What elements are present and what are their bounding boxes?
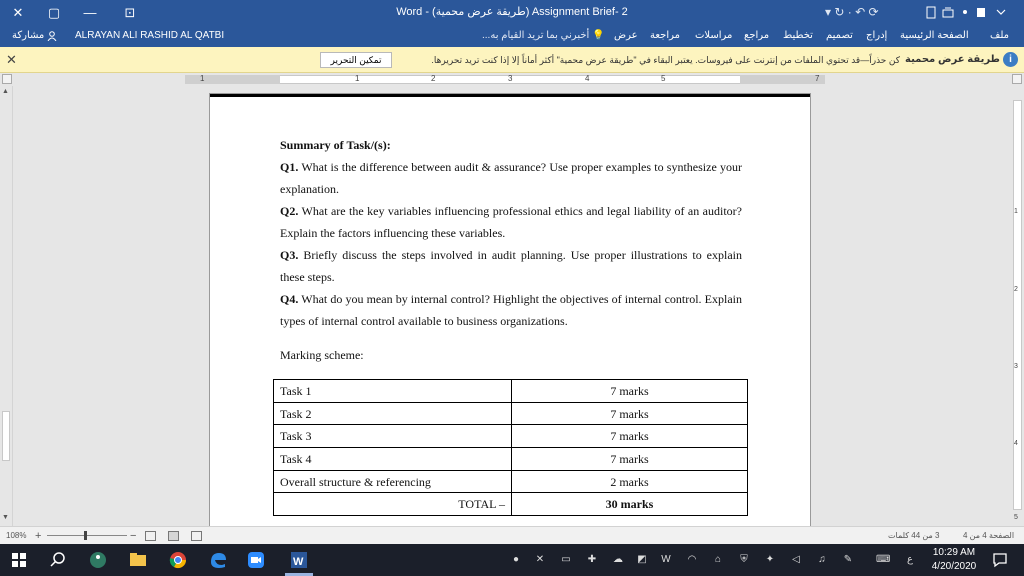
windows-start-icon[interactable]: [9, 550, 29, 570]
ribbon-tabs-bar: [0, 25, 1024, 47]
tell-me-box[interactable]: [482, 25, 605, 47]
restore-icon: ▢: [47, 5, 61, 20]
tab-view[interactable]: عرض: [614, 30, 638, 41]
total-marks: 30 marks: [512, 493, 748, 516]
quick-access-toolbar[interactable]: [825, 0, 879, 25]
tray-red-icon[interactable]: ✕: [535, 554, 545, 565]
document-body: [280, 134, 742, 366]
tray-security-icon[interactable]: ✦: [765, 554, 775, 565]
ruler-number: 5: [661, 74, 666, 83]
restore-window-button[interactable]: [36, 0, 72, 25]
protected-view-label: طريقة عرض محمية: [905, 54, 1000, 65]
tab-references[interactable]: مراجع: [744, 30, 770, 41]
tab-file[interactable]: ملف: [990, 30, 1010, 41]
task-cell: Overall structure & referencing: [274, 470, 512, 493]
close-icon: ✕: [12, 5, 24, 20]
ruler-number: 1: [355, 74, 360, 83]
tray-network-icon[interactable]: ⌂: [714, 554, 722, 565]
vertical-scrollbar[interactable]: [0, 86, 13, 526]
notifications-icon[interactable]: [990, 550, 1010, 570]
vruler-number: 4: [1014, 440, 1018, 447]
quick-access-icons[interactable]: [925, 6, 1015, 19]
tell-me-text: أخبرني بما تريد القيام به...: [482, 30, 590, 41]
question-number: Q4.: [280, 292, 299, 306]
person-icon: [47, 31, 57, 41]
close-protected-bar-button[interactable]: [6, 47, 17, 73]
status-bar: [0, 526, 1024, 544]
table-row: [274, 448, 748, 471]
edge-icon[interactable]: [208, 550, 228, 570]
read-mode-icon[interactable]: [191, 531, 202, 541]
vruler-number: 3: [1014, 363, 1018, 370]
vruler-number: 1: [1014, 208, 1018, 215]
chrome-icon[interactable]: [168, 550, 188, 570]
marks-cell: 7 marks: [512, 448, 748, 471]
zoom-slider-thumb[interactable]: [84, 531, 87, 540]
close-window-button[interactable]: [0, 0, 36, 25]
dot-icon: [963, 10, 967, 14]
table-row: [274, 402, 748, 425]
zoom-in-button[interactable]: +: [35, 530, 42, 542]
scroll-up-icon[interactable]: ▲: [2, 88, 9, 95]
question-text: What is the difference between audit & assurance? Use proper examples to synthesize your explanation.: [280, 160, 742, 196]
tray-cloud-icon[interactable]: ☁: [613, 554, 623, 565]
table-row: [274, 470, 748, 493]
question-text: What are the key variables influencing professional ethics and legal liability of an auditor? Explain the factors influencing these variables.: [280, 204, 742, 240]
table-row: [274, 380, 748, 403]
ruler-number: 4: [585, 74, 590, 83]
page-info[interactable]: الصفحة 4 من 4: [963, 531, 1015, 540]
tray-wifi-icon[interactable]: ◠: [687, 554, 697, 565]
question-q4: [280, 288, 742, 332]
protected-view-message: كن حذراً—قد تحتوي الملفات من إنترنت على فيروسات. يعتبر البقاء في "طريقة عرض محمية" أكثر أماناً إلا إذا كنت تريد تحريرها.: [431, 55, 900, 65]
tray-pen-icon[interactable]: ✎: [843, 554, 853, 565]
ruler-number: 7: [815, 74, 820, 83]
tab-home[interactable]: الصفحة الرئيسية: [900, 30, 969, 41]
title-bar: [0, 0, 1024, 25]
marking-scheme-label: Marking scheme:: [280, 348, 364, 362]
lightbulb-icon: 💡: [592, 30, 605, 41]
ruler-right-margin: [740, 75, 825, 84]
summary-heading: Summary of Task/(s):: [280, 138, 391, 152]
tray-shield-icon[interactable]: ⛨: [740, 554, 748, 565]
total-label: TOTAL –: [274, 493, 512, 516]
question-q2: [280, 200, 742, 244]
page-border-line: [210, 94, 810, 97]
task-cell: Task 4: [274, 448, 512, 471]
clock-time: 10:29 AM: [932, 547, 976, 558]
marks-cell: 2 marks: [512, 470, 748, 493]
ribbon-display-options-button[interactable]: [112, 0, 148, 25]
svg-text:W: W: [293, 556, 304, 568]
marks-cell: 7 marks: [512, 402, 748, 425]
new-doc-icon: [927, 7, 935, 18]
task-cell: Task 3: [274, 425, 512, 448]
web-layout-icon[interactable]: [145, 531, 156, 541]
question-text: Briefly discuss the steps involved in audit planning. Use proper illustrations to explain these steps.: [280, 248, 742, 284]
search-icon[interactable]: [48, 550, 68, 570]
question-number: Q2.: [280, 204, 299, 218]
minimize-window-button[interactable]: [72, 0, 108, 25]
vruler-number: 5: [1014, 514, 1018, 521]
tray-battery-icon[interactable]: ▭: [561, 554, 571, 565]
tab-layout[interactable]: تخطيط: [783, 30, 813, 41]
task-view-icon[interactable]: [88, 550, 108, 570]
ruler-number: 3: [508, 74, 513, 83]
horizontal-ruler[interactable]: [0, 73, 1024, 86]
tray-music-icon[interactable]: ♫: [818, 554, 826, 565]
task-cell: Task 1: [274, 380, 512, 403]
table-row: [274, 425, 748, 448]
ruler-number: 2: [431, 74, 436, 83]
clock-date: 4/20/2020: [931, 561, 977, 572]
tab-design[interactable]: تصميم: [826, 30, 853, 41]
marking-scheme-table: [273, 379, 748, 516]
print-layout-icon[interactable]: [168, 531, 179, 541]
qat-icons: ▾ ↻ · ↶ ⟳: [825, 5, 879, 19]
tray-chat-icon[interactable]: ●: [512, 554, 520, 565]
minimize-icon: —: [83, 5, 97, 20]
ruler-toggle[interactable]: [1012, 74, 1022, 84]
tray-w-icon[interactable]: W: [661, 554, 671, 565]
zoom-app-icon[interactable]: [246, 550, 266, 570]
tab-selector[interactable]: [2, 74, 12, 84]
file-explorer-icon[interactable]: [128, 550, 148, 570]
zoom-out-button[interactable]: −: [130, 530, 137, 542]
question-q1: [280, 156, 742, 200]
word-app-icon[interactable]: [289, 550, 309, 570]
question-number: Q1.: [280, 160, 299, 174]
speaker-icon[interactable]: ◁: [792, 554, 800, 565]
protected-view-bar: [0, 47, 1024, 73]
share-label: مشاركة: [12, 30, 45, 41]
info-icon: i: [1003, 52, 1018, 67]
question-q3: [280, 244, 742, 288]
tray-app-icon[interactable]: ◩: [637, 554, 647, 565]
marks-cell: 7 marks: [512, 380, 748, 403]
user-name[interactable]: ALRAYAN ALI RASHID AL QATBI: [75, 30, 225, 41]
scroll-down-icon[interactable]: ▼: [2, 514, 9, 521]
customize-qat-icon: [997, 10, 1005, 14]
ruler-number: 1: [200, 74, 205, 83]
save-icon: [977, 8, 985, 17]
document-page[interactable]: [209, 93, 811, 533]
task-cell: Task 2: [274, 402, 512, 425]
enable-editing-button[interactable]: تمكين التحرير: [320, 52, 392, 68]
keyboard-icon[interactable]: ⌨: [876, 554, 891, 565]
vertical-ruler: [1011, 86, 1024, 526]
question-text: What do you mean by internal control? Highlight the objectives of internal control. Explain types of internal control available to business organizations.: [280, 292, 742, 328]
question-number: Q3.: [280, 248, 299, 262]
word-count[interactable]: 3 من 44 كلمات: [888, 531, 940, 540]
window-title: Word - (طريقة عرض محمية) Assignment Brief- 2: [396, 6, 628, 18]
taskbar: [0, 544, 1024, 576]
print-icon: [943, 8, 953, 17]
taskbar-clock[interactable]: [926, 546, 982, 574]
ruler-track: [185, 75, 825, 84]
tab-mailings[interactable]: مراسلات: [695, 30, 733, 41]
table-row-total: [274, 493, 748, 516]
zoom-level[interactable]: 108%: [6, 531, 27, 540]
close-icon: ✕: [6, 52, 17, 67]
tab-review[interactable]: مراجعة: [650, 30, 681, 41]
share-button[interactable]: [8, 28, 61, 44]
tab-insert[interactable]: إدراج: [866, 30, 888, 41]
vruler-number: 2: [1014, 286, 1018, 293]
tray-slack-icon[interactable]: ✚: [587, 554, 597, 565]
language-indicator[interactable]: ع: [907, 554, 913, 565]
scroll-thumb[interactable]: [2, 411, 10, 461]
ribbon-display-icon: ⊡: [124, 5, 136, 20]
vertical-ruler-track: [1013, 100, 1022, 510]
marks-cell: 7 marks: [512, 425, 748, 448]
zoom-slider-track[interactable]: [47, 535, 127, 536]
